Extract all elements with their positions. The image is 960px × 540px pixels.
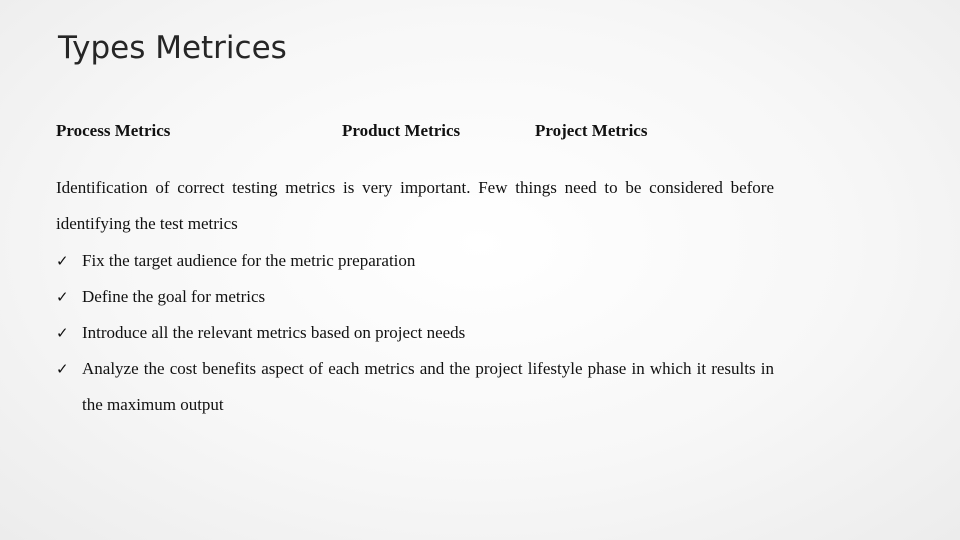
- list-item-text: Introduce all the relevant metrics based on project needs: [82, 323, 466, 342]
- list-item-text: Define the goal for metrics: [82, 287, 266, 306]
- checkmark-icon: ✓: [56, 288, 69, 306]
- list-item: [56, 279, 774, 315]
- list-item-text: Fix the target audience for the metric preparation: [82, 251, 416, 270]
- list-item: [56, 315, 774, 351]
- checklist: [56, 243, 774, 423]
- checkmark-icon: ✓: [56, 360, 69, 378]
- checkmark-icon: ✓: [56, 324, 69, 342]
- heading-project-metrics: Project Metrics: [535, 121, 648, 140]
- list-item: [56, 351, 774, 423]
- heading-product-metrics: Product Metrics: [342, 121, 461, 140]
- list-item-text: Analyze the cost benefits aspect of each metrics and the project lifestyle phase in which it results in the maximum output: [82, 359, 774, 414]
- list-item: [56, 243, 774, 279]
- heading-process-metrics: Process Metrics: [56, 121, 171, 140]
- slide-title: Types Metrices: [58, 30, 287, 66]
- checkmark-icon: ✓: [56, 252, 69, 270]
- intro-paragraph: Identification of correct testing metrics is very important. Few things need to be considered before identifying the test metrics: [56, 178, 774, 233]
